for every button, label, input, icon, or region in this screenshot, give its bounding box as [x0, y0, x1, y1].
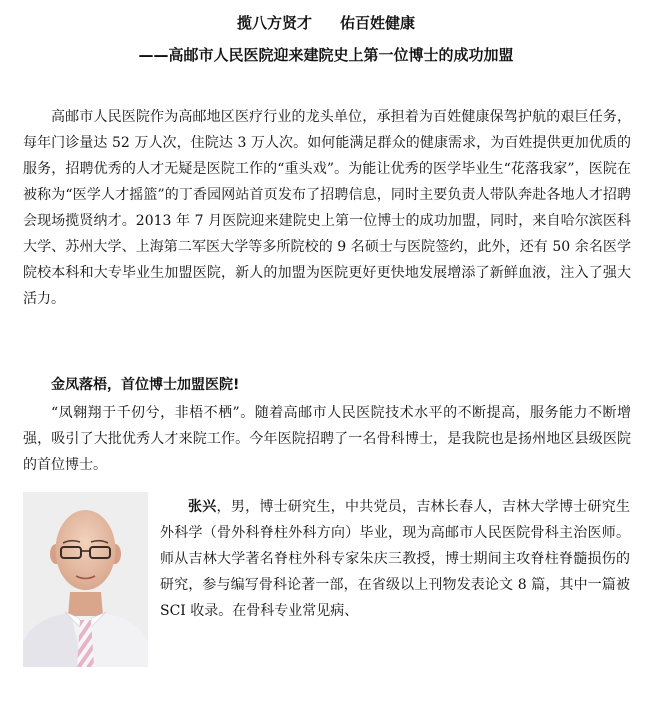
- portrait-illustration: [23, 492, 148, 667]
- title-part-2: 佑百姓健康: [340, 14, 416, 32]
- bio-name: 张兴: [188, 499, 217, 515]
- section-paragraph: “凤翱翔于千仞兮，非梧不栖”。随着高邮市人民医院技术水平的不断提高，服务能力不断增强，吸引了大批优秀人才来院工作。今年医院招聘了一名骨科博士，是我院也是扬州地区县级医院的首位博士。: [23, 405, 631, 473]
- intro-paragraph: 高邮市人民医院作为高邮地区医疗行业的龙头单位，承担着为百姓健康保驾护航的艰巨任务，每年门诊量达 52 万人次，住院达 3 万人次。如何能满足群众的健康需求，为百姓提供更加优质的服务，招聘优秀的人才无疑是医院工作的“重头戏”。为能让优秀的医学毕业生“花落我家”，医院在被称为“医学人才摇篮”的丁香园网站首页发布了招聘信息，同时主要负责人带队奔赴各地人才招聘会现场揽贤纳才。2013 年 7 月医院迎来建院史上第一位博士的成功加盟，同时，来自哈尔滨医科大学、苏州大学、上海第二军医大学等多所院校的 9 名硕士与医院签约，此外，还有 50 余名医学院校本科和大专毕业生加盟医院，新人的加盟为医院更好更快地发展增添了新鲜血液，注入了强大活力。: [23, 109, 631, 307]
- title-part-1: 揽八方贤才: [236, 14, 312, 32]
- article-subtitle: ——高邮市人民医院迎来建院史上第一位博士的成功加盟: [138, 46, 514, 64]
- bio-text: ，男，博士研究生，中共党员，吉林长春人，吉林大学博士研究生外科学（骨外科脊柱外科方向）毕业，现为高邮市人民医院骨科主治医师。师从吉林大学著名脊柱外科专家朱庆三教授，博士期间主攻脊柱脊髓损伤的研究，参与编写骨科论著一部，在省级以上刊物发表论文 8 篇，其中一篇被 SCI 收录。在骨科专业常见病、: [160, 499, 631, 619]
- doctor-portrait-photo: [23, 492, 148, 667]
- article-title: [0, 13, 652, 33]
- bio-paragraph: [160, 494, 630, 624]
- section-heading: 金凤落梧，首位博士加盟医院!: [51, 377, 240, 393]
